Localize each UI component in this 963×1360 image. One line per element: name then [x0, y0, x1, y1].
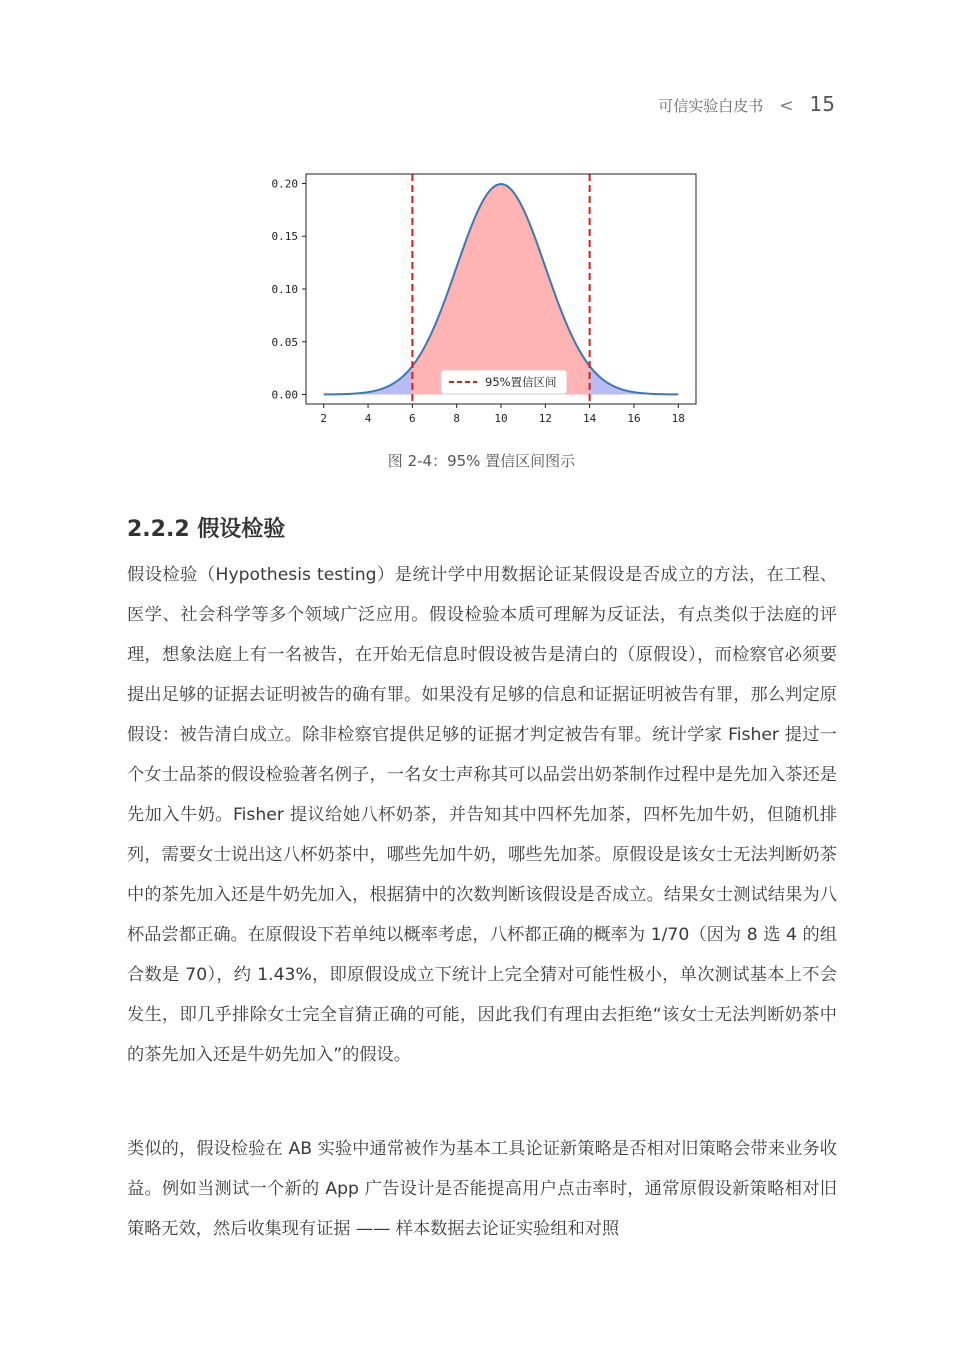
x-tick-label: 4 [364, 412, 372, 425]
normal-distribution-chart [258, 168, 704, 433]
section-heading: 2.2.2 假设检验 [127, 517, 286, 542]
paragraph-hypothesis-testing: 假设检验（Hypothesis testing）是统计学中用数据论证某假设是否成立的方法，在工程、医学、社会科学等多个领域广泛应用。假设检验本质可理解为反证法，有点类似于法庭的评理，想象法庭上有一名被告，在开始无信息时假设被告是清白的（原假设），而检察官必须要提出足够的证据去证明被告的确有罪。如果没有足够的信息和证据证明被告有罪，那么判定原假设：被告清白成立。除非检察官提供足够的证据才判定被告有罪。统计学家 Fisher 提过一个女士品茶的假设检验著名例子，一名女士声称其可以品尝出奶茶制作过程中是先加入茶还是先加入牛奶。Fisher 提议给她八杯奶茶，并告知其中四杯先加茶，四杯先加牛奶，但随机排列，需要女士说出这八杯奶茶中，哪些先加牛奶，哪些先加茶。原假设是该女士无法判断奶茶中的茶先加入还是牛奶先加入，根据猜中的次数判断该假设是否成立。结果女士测试结果为八杯品尝都正确。在原假设下若单纯以概率考虑，八杯都正确的概率为 1/70（因为 8 选 4 的组合数是 70），约 1.43%，即原假设成立下统计上完全猜对可能性极小，单次测试基本上不会发生，即几乎排除女士完全盲猜正确的可能，因此我们有理由去拒绝“该女士无法判断奶茶中的茶先加入还是牛奶先加入”的假设。 [127, 565, 837, 1065]
x-tick-label: 2 [320, 412, 328, 425]
y-tick-label: 0.15 [271, 230, 298, 244]
x-tick-label: 10 [494, 412, 508, 425]
x-tick-label: 16 [627, 412, 641, 425]
page-header [658, 92, 835, 116]
y-tick-label: 0.20 [271, 177, 298, 191]
x-tick-label: 8 [453, 412, 460, 425]
legend-label: 95%置信区间 [485, 375, 557, 389]
x-tick-label: 14 [583, 412, 597, 425]
y-tick-label: 0.00 [271, 388, 298, 402]
figure-caption: 图 2-4：95% 置信区间图示 [387, 452, 576, 470]
figure-confidence-interval [258, 168, 704, 433]
y-tick-label: 0.10 [271, 283, 298, 296]
x-tick-label: 12 [538, 412, 552, 425]
header-separator: < [779, 96, 794, 116]
y-tick-label: 0.05 [271, 335, 298, 349]
x-tick-label: 6 [409, 412, 416, 425]
page-number: 15 [809, 92, 835, 116]
book-title: 可信实验白皮书 [658, 97, 764, 115]
paragraph-ab-testing: 类似的，假设检验在 AB 实验中通常被作为基本工具论证新策略是否相对旧策略会带来业务收益。例如当测试一个新的 App 广告设计是否能提高用户点击率时，通常原假设新策略相对旧策略无效，然后收集现有证据 —— 样本数据去论证实验组和对照 [127, 1139, 837, 1239]
x-tick-label: 18 [671, 412, 685, 425]
chart-legend [441, 370, 567, 394]
